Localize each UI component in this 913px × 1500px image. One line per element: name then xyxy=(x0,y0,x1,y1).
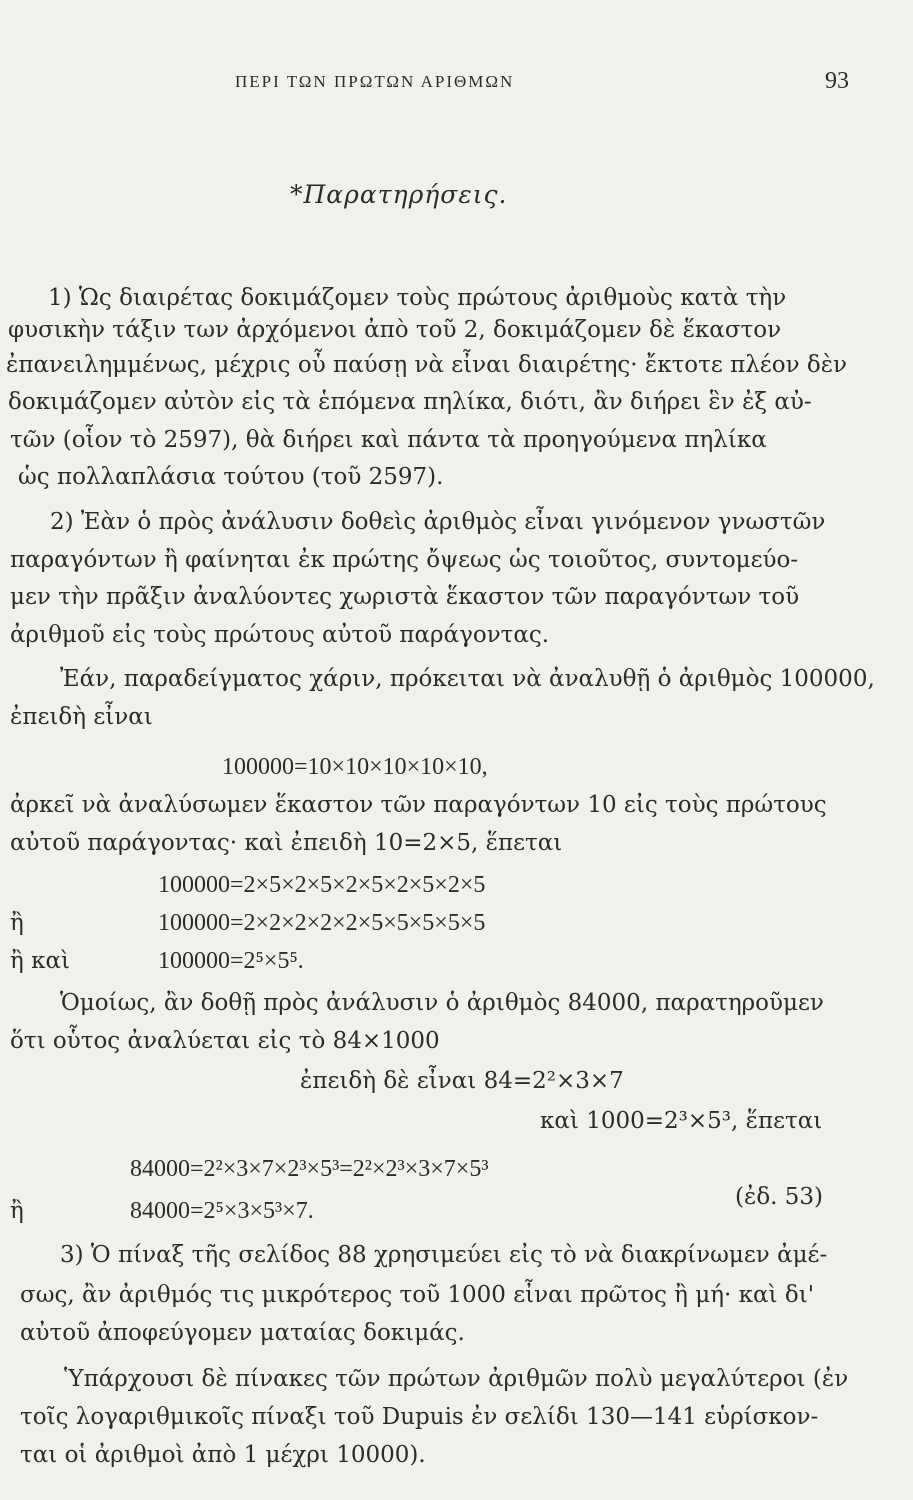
text-line: ἢ καὶ xyxy=(10,948,71,974)
equation-line: 100000=2×2×2×2×2×5×5×5×5×5 xyxy=(158,910,486,936)
text-line: Ἐάν, παραδείγματος χάριν, πρόκειται νὰ ἀναλυθῇ ὁ ἀριθμὸς 100000, xyxy=(60,666,875,692)
section-title: *Παρατηρήσεις. xyxy=(290,180,508,209)
text-line: φυσικὴν τάξιν των ἀρχόμενοι ἀπὸ τοῦ 2, δοκιμάζομεν δὲ ἕκαστον xyxy=(8,317,782,343)
text-line: αὐτοῦ παράγοντας· καὶ ἐπειδὴ 10=2×5, ἕπεται xyxy=(10,830,563,856)
text-line: μεν τὴν πρᾶξιν ἀναλύοντες χωριστὰ ἕκαστον τῶν παραγόντων τοῦ xyxy=(10,584,800,610)
text-line: ται οἱ ἀριθμοὶ ἀπὸ 1 μέχρι 10000). xyxy=(20,1442,426,1468)
text-line: ἐπειδὴ εἶναι xyxy=(10,704,153,730)
text-line: 3) Ὁ πίναξ τῆς σελίδος 88 χρησιμεύει εἰς τὸ νὰ διακρίνωμεν ἀμέ- xyxy=(60,1242,828,1268)
text-line: Ὑπάρχουσι δὲ πίνακες τῶν πρώτων ἀριθμῶν πολὺ μεγαλύτεροι (ἐν xyxy=(64,1366,849,1392)
text-line: ἀριθμοῦ εἰς τοὺς πρώτους αὐτοῦ παράγοντας. xyxy=(10,622,550,648)
equation-line: καὶ 1000=2³×5³, ἕπεται xyxy=(540,1108,823,1134)
equation-line: 100000=2⁵×5⁵. xyxy=(158,948,304,974)
text-line: τοῖς λογαριθμικοῖς πίναξι τοῦ Dupuis ἐν σελίδι 130—141 εὑρίσκον- xyxy=(20,1404,819,1430)
page-header xyxy=(0,68,913,102)
text-line: δοκιμάζομεν αὐτὸν εἰς τὰ ἑπόμενα πηλίκα, διότι, ἂν διήρει ἓν ἐξ αὐ- xyxy=(8,389,812,415)
equation-line: 84000=2²×3×7×2³×5³=2²×2³×3×7×5³ xyxy=(130,1156,489,1182)
text-line: ἢ xyxy=(10,1198,24,1224)
text-line: Ὁμοίως, ἂν δοθῇ πρὸς ἀνάλυσιν ὁ ἀριθμὸς 84000, παρατηροῦμεν xyxy=(60,990,824,1016)
text-line: ὅτι οὗτος ἀναλύεται εἰς τὸ 84×1000 xyxy=(10,1028,440,1054)
text-line: 1) Ὡς διαιρέτας δοκιμάζομεν τοὺς πρώτους ἀριθμοὺς κατὰ τὴν xyxy=(48,285,787,311)
text-line: τῶν (οἷον τὸ 2597), θὰ διήρει καὶ πάντα τὰ προηγούμενα πηλίκα xyxy=(10,427,767,453)
running-title: ΠΕΡΙ ΤΩΝ ΠΡΩΤΩΝ ΑΡΙΘΜΩΝ xyxy=(235,72,515,91)
text-line: αὐτοῦ ἀποφεύγομεν ματαίας δοκιμάς. xyxy=(20,1320,465,1346)
equation-line: 84000=2⁵×3×5³×7. xyxy=(130,1198,314,1224)
text-line: ἢ xyxy=(10,910,24,936)
text-line: 2) Ἐὰν ὁ πρὸς ἀνάλυσιν δοθεὶς ἀριθμὸς εἶναι γινόμενον γνωστῶν xyxy=(50,509,826,535)
text-line: ὡς πολλαπλάσια τούτου (τοῦ 2597). xyxy=(18,464,444,490)
text-line: σως, ἂν ἀριθμός τις μικρότερος τοῦ 1000 εἶναι πρῶτος ἢ μή· καὶ δι' xyxy=(20,1282,815,1308)
equation-line: 100000=2×5×2×5×2×5×2×5×2×5 xyxy=(158,872,486,898)
text-line: παραγόντων ἢ φαίνηται ἐκ πρώτης ὄψεως ὡς τοιοῦτος, συντομεύο- xyxy=(10,547,799,573)
text-line: ἀρκεῖ νὰ ἀναλύσωμεν ἕκαστον τῶν παραγόντων 10 εἰς τοὺς πρώτους xyxy=(10,792,827,818)
reference-note: (ἐδ. 53) xyxy=(735,1184,824,1210)
text-line: ἐπανειλημμένως, μέχρις οὗ παύσῃ νὰ εἶναι διαιρέτης· ἔκτοτε πλέον δὲν xyxy=(6,352,848,378)
equation-line: 100000=10×10×10×10×10, xyxy=(222,754,488,780)
equation-line: ἐπειδὴ δὲ εἶναι 84=2²×3×7 xyxy=(300,1068,624,1094)
page-number: 93 xyxy=(825,68,849,94)
